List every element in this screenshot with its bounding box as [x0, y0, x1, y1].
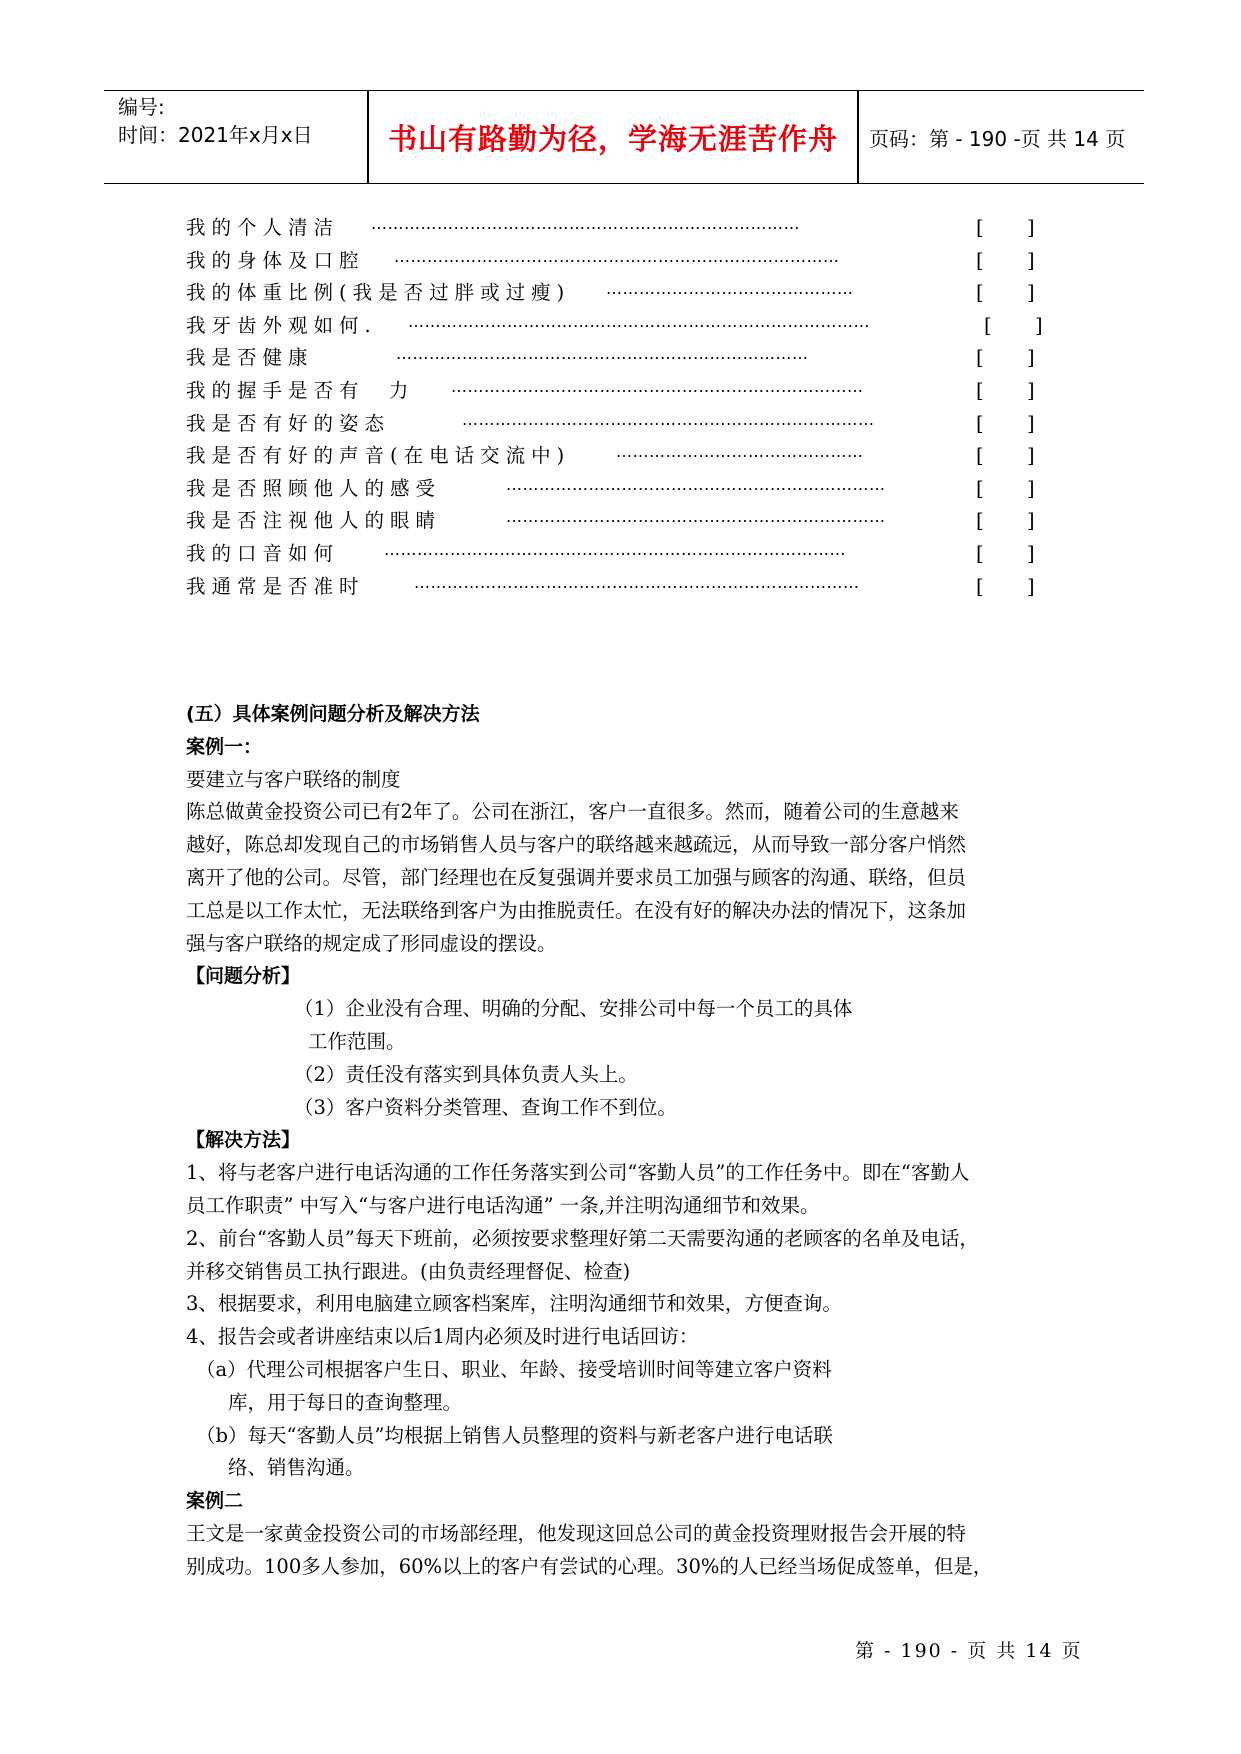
analysis-item: （2）责任没有落实到具体负责人头上。: [294, 1062, 638, 1086]
check-box: [ ]: [976, 476, 1035, 500]
check-label: 我的握手是否有 力: [186, 378, 415, 402]
check-box: [ ]: [984, 313, 1043, 337]
solution-subitem: 库，用于每日的查询整理。: [228, 1390, 463, 1414]
solution-item: 并移交销售员工执行跟进。(由负责经理督促、检查): [186, 1259, 631, 1283]
paragraph-line: 强与客户联络的规定成了形同虚设的摆设。: [186, 931, 557, 955]
solution-item: 员工作职责” 中写入“与客户进行电话沟通” 一条,并注明沟通细节和效果。: [186, 1193, 820, 1217]
leader-dots: …………………………………………………………………: [396, 344, 809, 364]
leader-dots: …………………………………………………………………: [462, 409, 875, 429]
analysis-item: 工作范围。: [308, 1029, 406, 1053]
case1-title: 案例一：: [186, 735, 263, 758]
solution-item: 3、根据要求，利用电脑建立顾客档案库，注明沟通细节和效果，方便查询。: [186, 1292, 842, 1316]
time-label: 时间：2021年x月x日: [118, 123, 313, 147]
header-divider: [857, 91, 859, 183]
case-study-body: [186, 698, 1066, 1584]
solution-subitem: （b）每天“客勤人员”均根据上销售人员整理的资料与新老客户进行电话联: [196, 1423, 833, 1447]
header-info: [118, 93, 358, 149]
leader-dots: …………………………………………………………………………: [408, 311, 870, 331]
paragraph-line: 离开了他的公司。尽管，部门经理也在反复强调并要求员工加强与顾客的沟通、联络，但员: [186, 865, 967, 889]
leader-dots: …………………………………………………………………: [451, 376, 864, 396]
leader-dots: ………………………………………………………………………: [414, 572, 860, 592]
solution-title: 【解决方法】: [186, 1129, 301, 1152]
check-box: [ ]: [976, 574, 1035, 598]
paragraph-line: 别成功。100多人参加，60%以上的客户有尝试的心理。30%的人已经当场促成签单，但是，: [186, 1554, 993, 1578]
check-label: 我是否健康: [186, 346, 314, 370]
case2-title: 案例二: [186, 1490, 244, 1513]
check-box: [ ]: [976, 444, 1035, 468]
page-header: [104, 90, 1144, 184]
leader-dots: ………………………………………: [616, 442, 864, 462]
check-label: 我的身体及口腔: [186, 248, 365, 272]
solution-subitem: （a）代理公司根据客户生日、职业、年龄、接受培训时间等建立客户资料: [196, 1357, 832, 1381]
check-item: [186, 571, 1046, 604]
leader-dots: …………………………………………………………………………: [384, 539, 846, 559]
check-label: 我是否注视他人的眼睛: [186, 509, 442, 533]
check-box: [ ]: [976, 216, 1035, 239]
analysis-title: 【问题分析】: [186, 965, 301, 988]
solution-subitem: 络、销售沟通。: [228, 1456, 365, 1480]
check-label: 我是否有好的姿态: [186, 411, 391, 435]
leader-dots: ……………………………………………………………: [506, 507, 886, 527]
check-label: 我是否照顾他人的感受: [186, 476, 442, 500]
solution-item: 2、前台“客勤人员”每天下班前，必须按要求整理好第二天需要沟通的老顾客的名单及电话，: [186, 1226, 979, 1250]
section-title: (五）具体案例问题分析及解决方法: [186, 703, 480, 725]
check-box: [ ]: [976, 281, 1035, 305]
solution-item: 1、将与老客户进行电话沟通的工作任务落实到公司“客勤人员”的工作任务中。即在“客勤人: [186, 1161, 970, 1185]
check-label: 我的口音如何: [186, 541, 340, 565]
leader-dots: ……………………………………………………………: [506, 474, 886, 494]
self-check-list: [186, 212, 1046, 603]
analysis-item: （3）客户资料分类管理、查询工作不到位。: [294, 1095, 677, 1119]
leader-dots: ………………………………………………………………………: [394, 246, 840, 266]
leader-dots: ……………………………………………………………………: [371, 214, 800, 233]
check-label: 我的个人清洁: [186, 216, 340, 239]
solution-item: 4、报告会或者讲座结束以后1周内必须及时进行电话回访：: [186, 1325, 699, 1349]
number-label: 编号:: [118, 95, 165, 119]
check-box: [ ]: [976, 541, 1035, 565]
check-box: [ ]: [976, 509, 1035, 533]
check-box: [ ]: [976, 378, 1035, 402]
case1-subtitle: 要建立与客户联络的制度: [186, 767, 401, 791]
paragraph-line: 陈总做黄金投资公司已有2年了。公司在浙江，客户一直很多。然而，随着公司的生意越来: [186, 800, 959, 824]
check-box: [ ]: [976, 346, 1035, 370]
check-label: 我通常是否准时: [186, 574, 365, 598]
page-footer: 第 - 190 - 页 共 14 页: [855, 1640, 1083, 1662]
header-page-label: 页码：第 - 190 -页 共 14 页: [869, 127, 1126, 151]
paragraph-line: 工总是以工作太忙，无法联络到客户为由推脱责任。在没有好的解决办法的情况下，这条加: [186, 898, 967, 922]
check-box: [ ]: [976, 248, 1035, 272]
check-label: 我的体重比例(我是否过胖或过瘦): [186, 281, 571, 305]
check-label: 我牙齿外观如何.: [186, 313, 377, 337]
check-box: [ ]: [976, 411, 1035, 435]
paragraph-line: 王文是一家黄金投资公司的市场部经理，他发现这回总公司的黄金投资理财报告会开展的特: [186, 1521, 967, 1545]
check-label: 我是否有好的声音(在电话交流中): [186, 444, 571, 468]
paragraph-line: 越好，陈总却发现自己的市场销售人员与客户的联络越来越疏远，从而导致一部分客户悄然: [186, 833, 967, 857]
leader-dots: ………………………………………: [606, 279, 854, 299]
analysis-item: （1）企业没有合理、明确的分配、安排公司中每一个员工的具体: [294, 997, 853, 1021]
header-motto: 书山有路勤为径，学海无涯苦作舟: [387, 122, 838, 156]
